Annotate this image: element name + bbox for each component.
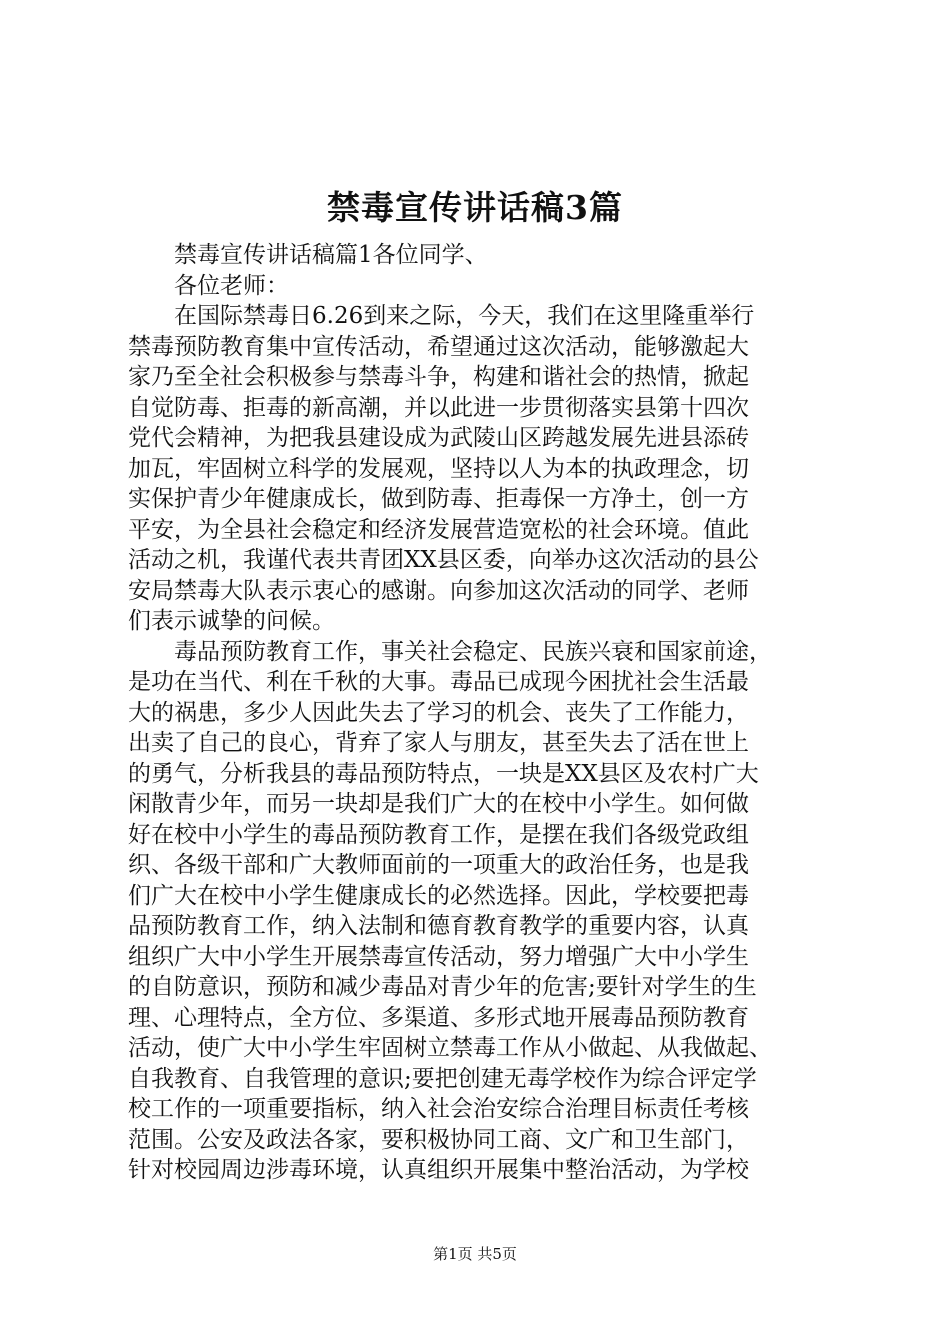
text-line: 好在校中小学生的毒品预防教育工作，是摆在我们各级党政组 — [128, 821, 749, 848]
page-footer: 第1页 共5页 — [433, 1245, 517, 1263]
text-line: 大的祸患，多少人因此失去了学习的机会、丧失了工作能力， — [128, 699, 749, 726]
paragraph — [128, 271, 828, 302]
text-line: 家乃至全社会积极参与禁毒斗争，构建和谐社会的热情，掀起 — [128, 364, 749, 390]
text-line: 自我教育、自我管理的意识;要把创建无毒学校作为综合评定学 — [128, 1065, 757, 1092]
text-line: 校工作的一项重要指标，纳入社会治安综合治理目标责任考核 — [128, 1096, 749, 1122]
text-line: 安局禁毒大队表示衷心的感谢。向参加这次活动的同学、老师 — [128, 577, 749, 604]
text-line: 加瓦，牢固树立科学的发展观，坚持以人为本的执政理念，切 — [128, 455, 749, 482]
document-body — [128, 240, 828, 1186]
text-line: 织、各级干部和广大教师面前的一项重大的政治任务，也是我 — [128, 852, 749, 878]
text-line: 理、心理特点，全方位、多渠道、多形式地开展毒品预防教育 — [128, 1004, 749, 1031]
text-line: 平安，为全县社会稳定和经济发展营造宽松的社会环境。值此 — [128, 516, 749, 543]
paragraph — [128, 301, 828, 637]
text-line: 活动之机，我谨代表共青团XX县区委，向举办这次活动的县公 — [128, 547, 759, 573]
text-line: 党代会精神，为把我县建设成为武陵山区跨越发展先进县添砖 — [128, 425, 749, 451]
text-line: 毒品预防教育工作，事关社会稳定、民族兴衰和国家前途， — [174, 638, 772, 665]
text-line: 范围。公安及政法各家，要积极协同工商、文广和卫生部门， — [128, 1126, 749, 1153]
text-line: 组织广大中小学生开展禁毒宣传活动，努力增强广大中小学生 — [128, 943, 749, 970]
text-line: 活动，使广大中小学生牢固树立禁毒工作从小做起、从我做起、 — [128, 1035, 772, 1061]
text-line: 闲散青少年，而另一块却是我们广大的在校中小学生。如何做 — [128, 791, 749, 817]
text-line: 们广大在校中小学生健康成长的必然选择。因此，学校要把毒 — [128, 882, 749, 909]
text-line: 品预防教育工作，纳入法制和德育教育教学的重要内容，认真 — [128, 913, 749, 939]
paragraph — [128, 240, 828, 271]
text-line: 是功在当代、利在千秋的大事。毒品已成现今困扰社会生活最 — [128, 669, 749, 695]
text-line: 们表示诚挚的问候。 — [128, 608, 335, 634]
text-line: 出卖了自己的良心，背弃了家人与朋友，甚至失去了活在世上 — [128, 730, 749, 756]
text-line: 的勇气，分析我县的毒品预防特点，一块是XX县区及农村广大 — [128, 760, 759, 787]
text-line: 自觉防毒、拒毒的新高潮，并以此进一步贯彻落实县第十四次 — [128, 394, 749, 421]
text-line: 在国际禁毒日6.26到来之际，今天，我们在这里隆重举行 — [174, 303, 755, 329]
text-line: 针对校园周边涉毒环境，认真组织开展集中整治活动，为学校 — [128, 1157, 749, 1183]
text-line: 实保护青少年健康成长，做到防毒、拒毒保一方净土，创一方 — [128, 486, 749, 512]
document-title: 禁毒宣传讲话稿3篇 — [327, 188, 623, 227]
text-line: 的自防意识，预防和减少毒品对青少年的危害;要针对学生的生 — [128, 974, 757, 1000]
text-line: 各位老师： — [174, 272, 289, 299]
text-line: 禁毒预防教育集中宣传活动，希望通过这次活动，能够激起大 — [128, 333, 749, 360]
text-line: 禁毒宣传讲话稿篇1各位同学、 — [174, 242, 488, 268]
paragraph — [128, 637, 828, 1186]
